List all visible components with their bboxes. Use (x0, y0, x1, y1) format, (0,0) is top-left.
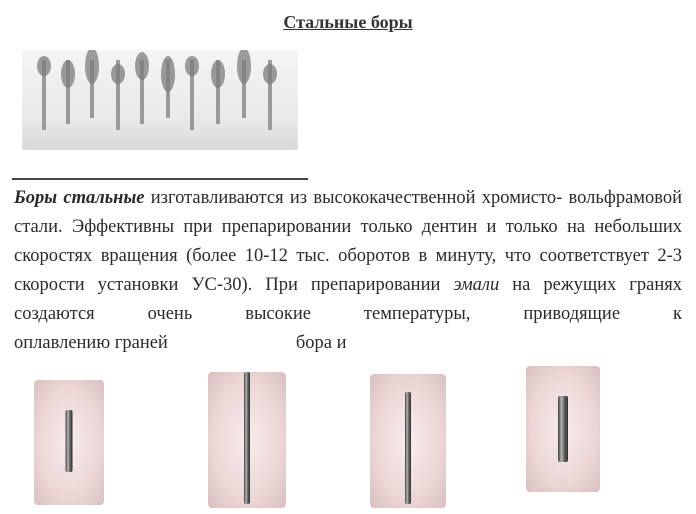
section-divider (12, 178, 308, 180)
bur-head (161, 56, 175, 92)
bur-head (61, 60, 75, 88)
burs-illustration (22, 50, 298, 150)
bur-head (85, 50, 99, 84)
bur-photo-1 (34, 380, 104, 505)
para-line-5: режущих гранях создаются очень высокие температуры, приводящие к (14, 275, 682, 324)
enamel-term: эмали (453, 275, 500, 295)
bur-4 (558, 396, 568, 462)
para-line-4-end: на (499, 275, 531, 295)
body-paragraph (14, 184, 682, 358)
bur-head (263, 64, 277, 84)
bur-1 (66, 410, 73, 472)
para-line-1: изготавливаются из высококачественной хромисто- (144, 188, 563, 208)
bur-head (211, 60, 225, 88)
bur-2 (244, 372, 250, 504)
para-line-2: вольфрамовой стали. Эффективны при препарировании только дентин и только (14, 188, 682, 237)
lead-term: Боры стальные (14, 188, 145, 208)
bur-3 (405, 392, 411, 504)
bur-photo-3 (370, 374, 446, 508)
bur-photo-4 (526, 366, 600, 492)
page-title: Стальные боры (283, 12, 413, 32)
bur-photo-2 (208, 372, 286, 508)
bur-head (135, 52, 149, 80)
bur-head (185, 56, 199, 76)
steel-burs-photo (22, 50, 298, 150)
bur-head (111, 64, 125, 84)
para-line-3: на небольших скоростях вращения (более 10-12 тыс. оборотов в минуту, что (14, 217, 682, 266)
para-line-6: оплавлению граней бора и (14, 333, 347, 353)
bur-head (237, 50, 251, 84)
para-line-4: соответствует 2-3 скорости установки УС-30). При препарировании (14, 246, 682, 295)
bur-head (37, 56, 51, 76)
